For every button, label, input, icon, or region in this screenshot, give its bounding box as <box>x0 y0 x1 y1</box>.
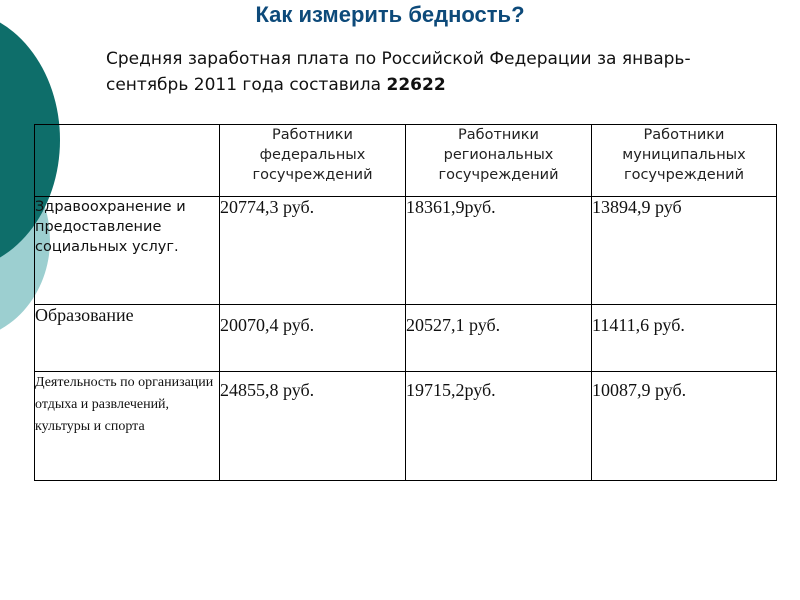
table-row <box>35 197 777 305</box>
table-cell: 20070,4 руб. <box>220 305 406 372</box>
table-cell: 20527,1 руб. <box>406 305 592 372</box>
table-cell: 10087,9 руб. <box>592 372 777 481</box>
table-header-row <box>35 125 777 197</box>
header-cell-corner <box>35 125 220 197</box>
slide-title: Как измерить бедность? <box>255 2 525 27</box>
wages-table <box>34 124 777 481</box>
table-cell: 20774,3 руб. <box>220 197 406 305</box>
header-cell-regional: Работники региональных госучреждений <box>406 125 592 197</box>
table-cell: 11411,6 руб. <box>592 305 777 372</box>
average-wage-value: 22622 <box>386 75 446 95</box>
row-label-education: Образование <box>35 305 220 372</box>
slide-subtitle <box>106 46 746 98</box>
header-cell-municipal: Работники муниципальных госучреждений <box>592 125 777 197</box>
table-row <box>35 372 777 481</box>
header-cell-federal: Работники федеральных госучреждений <box>220 125 406 197</box>
row-label-healthcare: Здравоохранение и предоставление социальных услуг. <box>35 197 220 305</box>
row-label-leisure: Деятельность по организации отдыха и развлечений, культуры и спорта <box>35 372 220 481</box>
table-cell: 13894,9 руб <box>592 197 777 305</box>
subtitle-text: Средняя заработная плата по Российской Федерации за январь-сентябрь 2011 года составила <box>106 49 691 95</box>
table-row <box>35 305 777 372</box>
table-cell: 19715,2руб. <box>406 372 592 481</box>
table-cell: 24855,8 руб. <box>220 372 406 481</box>
table-cell: 18361,9руб. <box>406 197 592 305</box>
